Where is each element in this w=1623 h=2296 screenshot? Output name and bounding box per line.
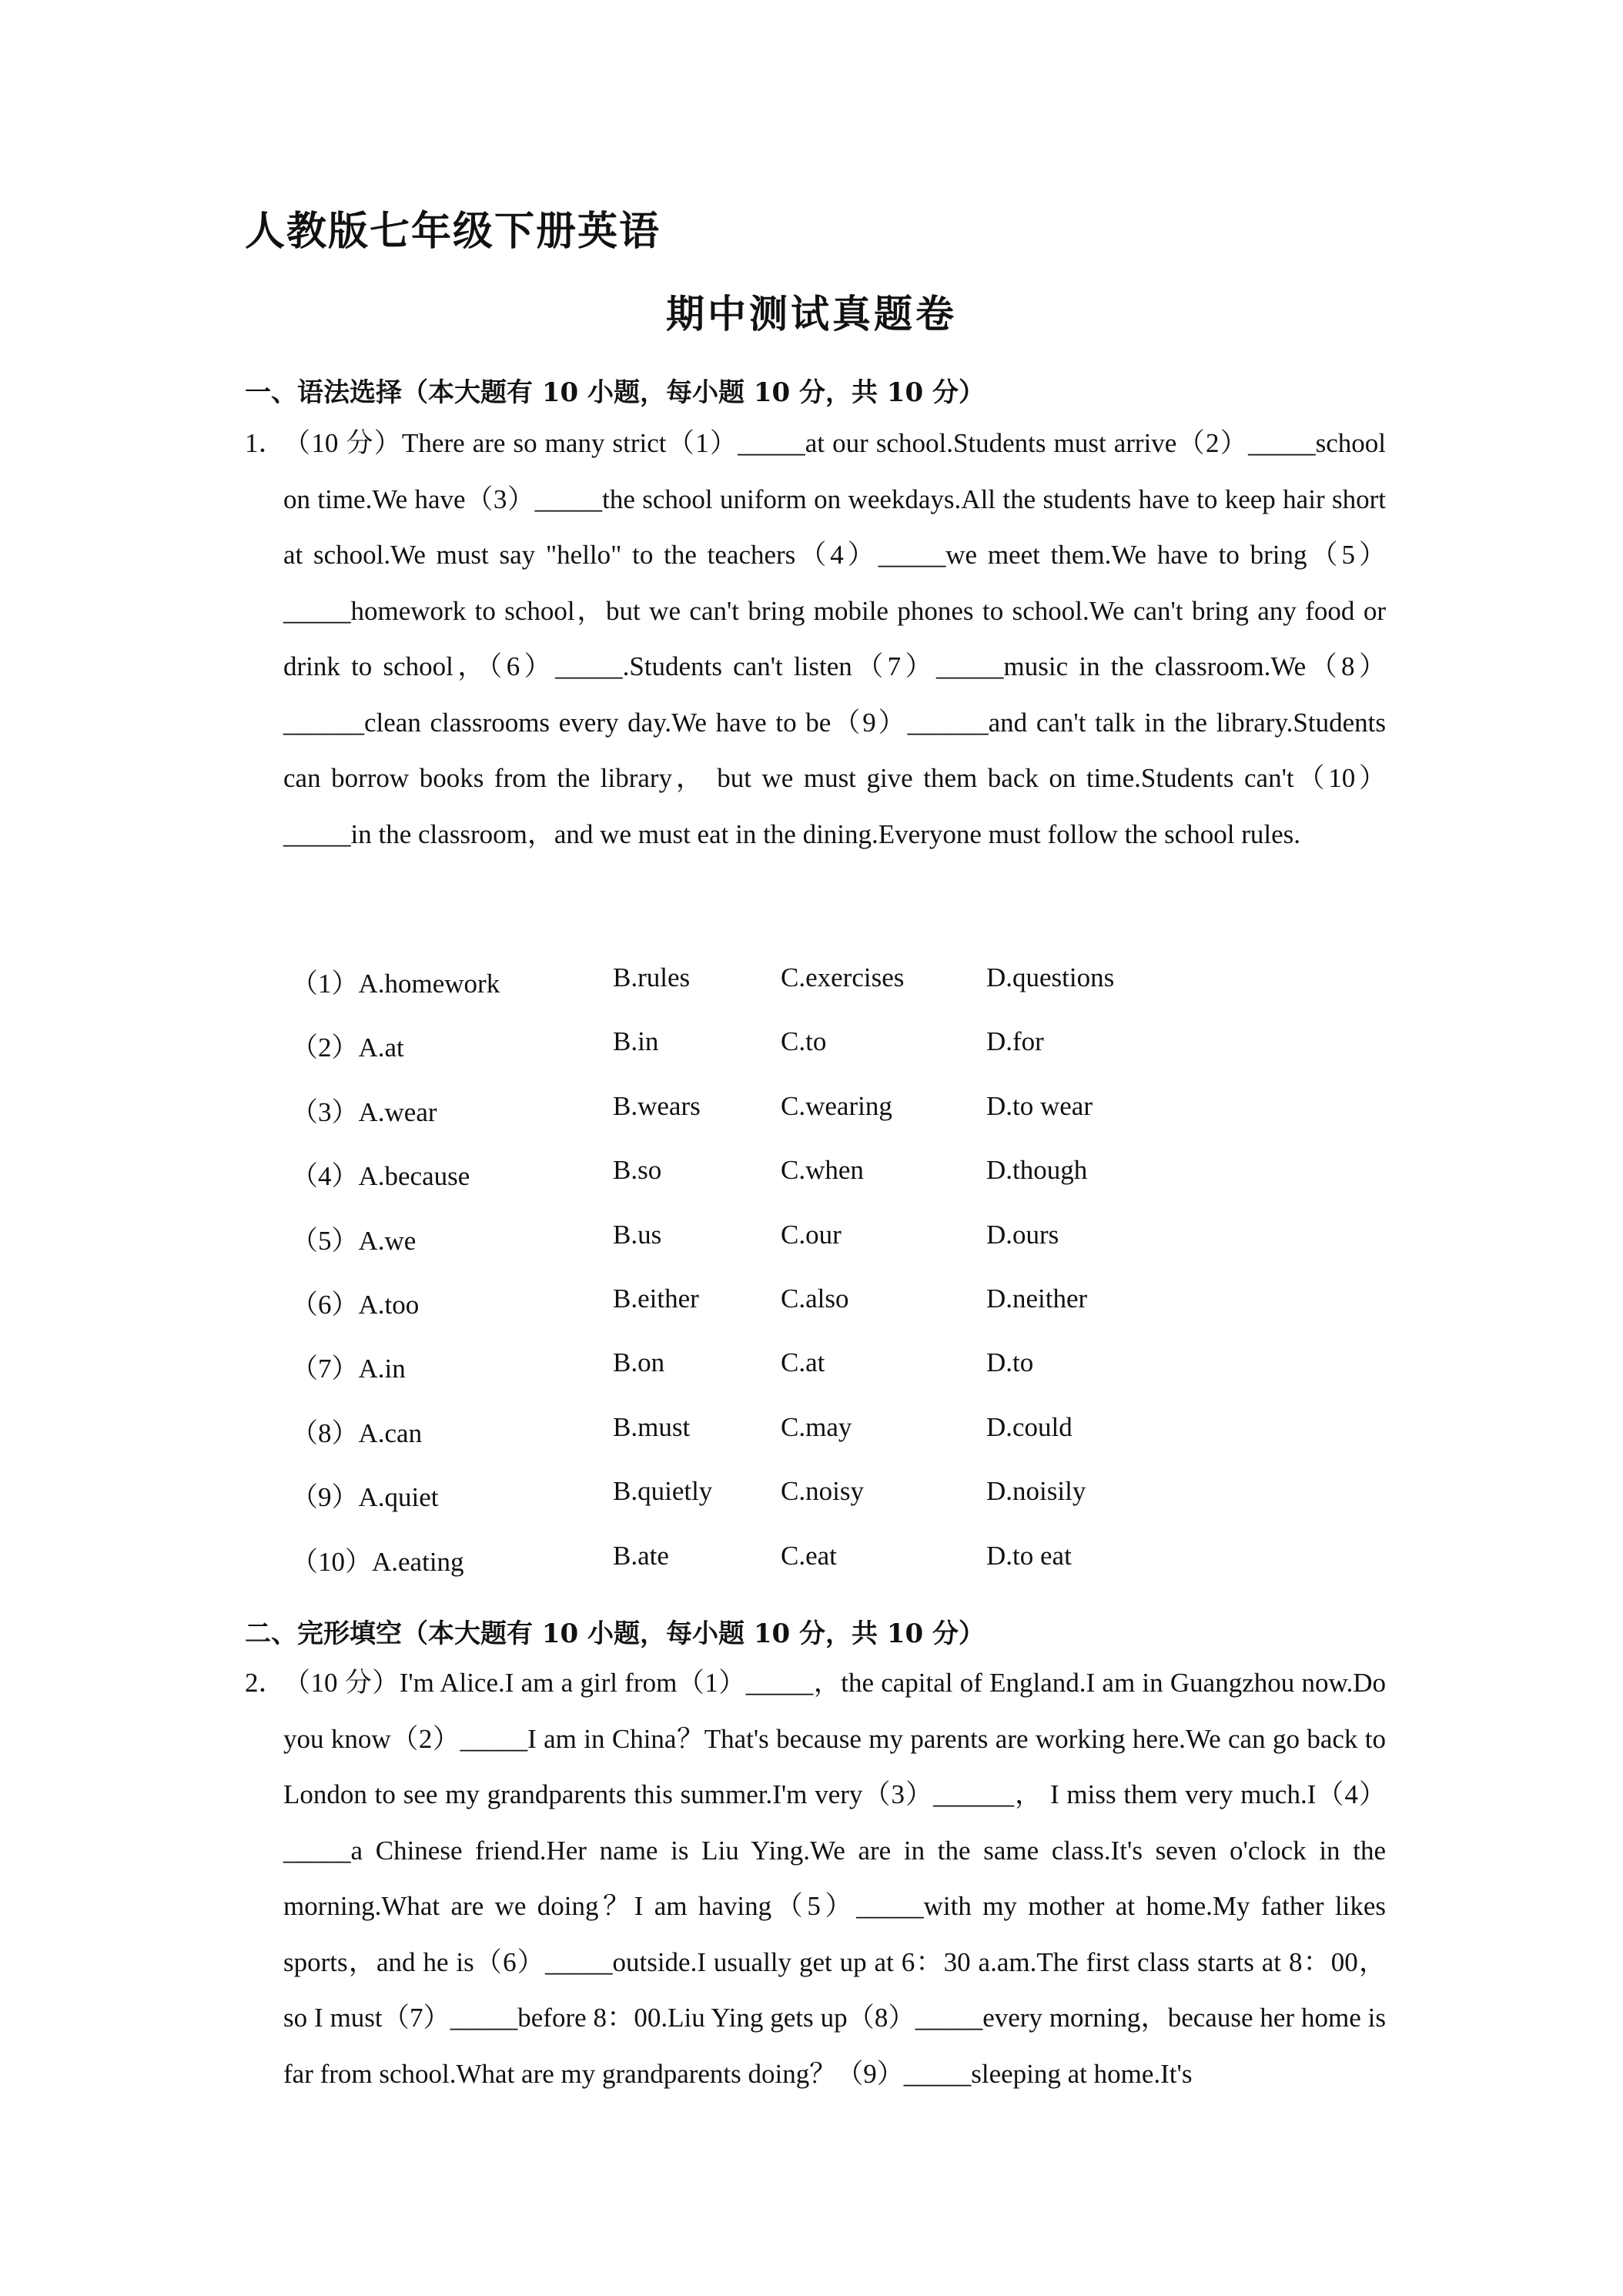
option-d: D.to [986,1347,1034,1378]
option-a: （8）A.can [291,1417,423,1448]
option-d: D.though [986,1155,1088,1186]
option-c: C.exercises [781,962,905,992]
option-c: C.eat [781,1540,837,1571]
option-a: （7）A.in [291,1354,406,1384]
option-d: D.neither [986,1283,1088,1314]
question-1-text: （10 分）There are so many strict（1）_____at our school.Students must arrive（2）_____school on time.We have（3）_____the school uniform on weekdays.All the students have to keep hair short at school.We must say "hello" to the teachers（4）_____we meet them.We have to bring（5）_____homework to school，but we can't bring mobile phones to school.We can't bring any food or drink to school，（6）_____.Students can't listen（7）_____music in the classroom.We（8）______clean classrooms every day.We have to be（9）______and can't talk in the library.Students can borrow books from the library， but we must give them back on time.Students can't（10）_____in the classroom，and we must eat in the dining.Everyone must follow the school rules. [283,428,1386,849]
option-a: （4）A.because [291,1161,470,1192]
option-b: B.us [613,1219,662,1250]
option-d: D.questions [986,962,1115,992]
option-b: B.must [613,1411,691,1442]
option-d: D.could [986,1411,1073,1442]
question-2 [245,1655,1386,2102]
document-title: 人教版七年级下册英语 [245,208,661,255]
option-b: B.either [613,1283,699,1314]
option-a: （9）A.quiet [291,1482,439,1513]
option-b: B.in [613,1026,659,1057]
option-b: B.quietly [613,1476,713,1507]
option-a: （2）A.at [291,1033,404,1063]
question-2-number: 2． [245,1668,286,1698]
option-d: D.noisily [986,1476,1086,1507]
question-1-number: 1． [245,428,286,458]
option-b: B.so [613,1155,662,1186]
option-d: D.to wear [986,1090,1093,1121]
option-a: （3）A.wear [291,1096,437,1127]
option-c: C.at [781,1347,825,1378]
option-a: （1）A.homework [291,969,500,999]
section-2-heading: 二、完形填空（本大题有 10 小题，每小题 10 分，共 10 分） [245,1618,985,1649]
question-1 [245,416,1386,862]
option-d: D.for [986,1026,1044,1057]
option-c: C.to [781,1026,827,1057]
question-2-text: （10 分）I'm Alice.I am a girl from（1）_____，the capital of England.I am in Guangzhou now.Do you know（2）_____I am in China？That's because my parents are working here.We can go back to London to see my grandparents this summer.I'm very（3）______， I miss them very much.I（4）_____a Chinese friend.Her name is Liu Ying.We are in the same class.It's seven o'clock in the morning.What are we doing？I am having（5）_____with my mother at home.My father likes sports，and he is（6）_____outside.I usually get up at 6：30 a.am.The first class starts at 8：00，so I must（7）_____before 8：00.Liu Ying gets up（8）_____every morning，because her home is far from school.What are my grandparents doing？（9）_____sleeping at home.It's [283,1668,1386,2089]
document-subtitle: 期中测试真题卷 [666,291,957,336]
section-1-heading: 一、语法选择（本大题有 10 小题，每小题 10 分，共 10 分） [245,377,985,408]
option-c: C.when [781,1155,864,1186]
option-b: B.ate [613,1540,669,1571]
option-b: B.rules [613,962,691,992]
option-a: （6）A.too [291,1289,420,1320]
option-c: C.our [781,1219,842,1250]
option-c: C.also [781,1283,849,1314]
option-a: （10）A.eating [291,1546,464,1577]
option-d: D.to eat [986,1540,1072,1571]
option-c: C.noisy [781,1476,864,1507]
option-b: B.wears [613,1090,701,1121]
option-d: D.ours [986,1219,1059,1250]
option-a: （5）A.we [291,1225,417,1256]
option-c: C.wearing [781,1090,892,1121]
option-c: C.may [781,1411,852,1442]
option-b: B.on [613,1347,665,1378]
